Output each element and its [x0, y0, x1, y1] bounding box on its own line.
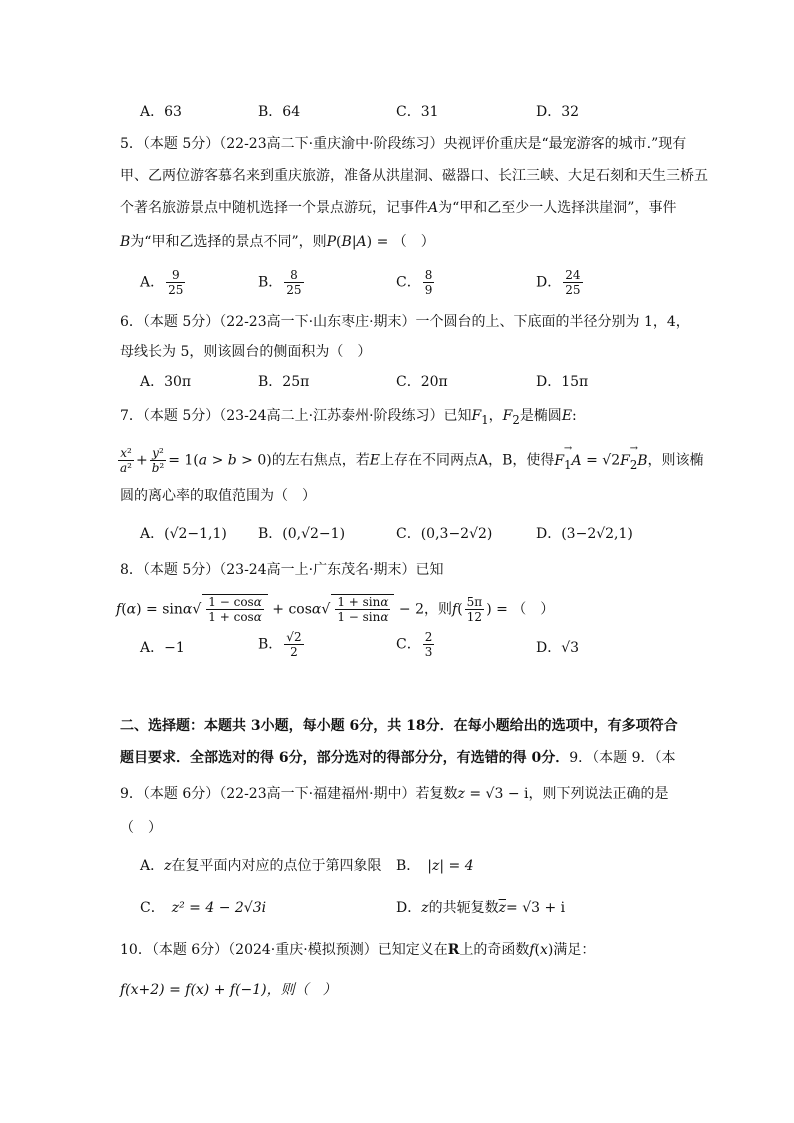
q9-option-b: B． |z| = 4 — [396, 858, 474, 874]
q10-line1: 10．（本题 6分）（2024·重庆·模拟预测）已知定义在R上的奇函数f(x)满足： — [120, 942, 596, 958]
section2-line1: 二、选择题：本题共 3小题，每小题 6分，共 18分．在每小题给出的选项中，有多项符合 — [120, 718, 678, 734]
q7-line1: 7．（本题 5分）（23-24高二上·江苏泰州·阶段练习）已知$F_1$，$F_2$是椭圆E: — [120, 408, 577, 427]
q7-line2: $\frac{\text{x²}}{\text{a²}}$ + $\frac{\text{y²}}{\text{b²}}$ = 1(a > b > 0)的左右焦点，若E上存在不同两点A，B，使得→ $F_1A = √2\to F_2B$，则该椭 — [116, 446, 704, 475]
q5-line1: 5．（本题 5分）（22-23高二下·重庆渝中·阶段练习）央视评价重庆是“最宠游客的城市.”现有 — [120, 136, 687, 152]
q8-option-a: A．−1 — [140, 640, 185, 656]
q9-option-c: C． z² = 4 − 2√3i — [140, 900, 267, 916]
q8-option-d: D．√3 — [536, 640, 580, 656]
q4-option-b: B．64 — [258, 104, 301, 120]
q7-option-d: D．(3−2√2,1) — [536, 526, 633, 542]
q6-line1: 6．（本题 5分）（22-23高一下·山东枣庄·期末）一个圆台的上、下底面的半径分别为 1，4， — [120, 314, 690, 330]
q4-option-d: D．32 — [536, 104, 580, 120]
q9-option-d: D．z的共轭复数$\overline{z}= √3 + i$ — [396, 900, 566, 916]
q8-line2: f(α) = sinα√ $\frac{1 - \cos\alpha}{1 + \cos\alpha}$ + cosα√ $\frac{1 + \sin\alpha}{1 - \sin\alpha}$ − 2，则f( $\frac{5\pi}{12}$ ) = （ ） — [116, 595, 555, 624]
q8-option-b: B． $\frac{√2}{2}$ — [258, 630, 302, 659]
q5-line3: 个著名旅游景点中随机选择一个景点游玩，记事件A为“甲和乙至少一人选择洪崖洞”，事件 — [120, 200, 677, 216]
q7-option-b: B．(0,√2−1) — [258, 526, 346, 542]
q6-option-d: D．15π — [536, 374, 589, 390]
q9-option-a: A．z在复平面内对应的点位于第四象限 — [140, 858, 382, 874]
q7-option-a: A．(√2−1,1) — [140, 526, 227, 542]
q7-option-c: C．(0,3−2√2) — [396, 526, 493, 542]
q6-option-a: A．30π — [140, 374, 192, 390]
q5-option-a: A． $\frac{9}{25}$ — [140, 268, 184, 297]
q5-option-c: C． $\frac{8}{9}$ — [396, 268, 433, 297]
q8-option-c: C． $\frac{2}{3}$ — [396, 630, 433, 659]
q9-line1: 9．（本题 6分）（22-23高一下·福建福州·期中）若复数z = √3 − i，则下列说法正确的是 — [120, 786, 669, 802]
q9-line2: （ ） — [120, 820, 162, 836]
q5-option-b: B． $\frac{8}{25}$ — [258, 268, 302, 297]
q5-line4: B为“甲和乙选择的景点不同”，则P(B|A) = （ ） — [120, 234, 435, 250]
q5-line2: 甲、乙两位游客慕名来到重庆旅游，准备从洪崖洞、磁器口、长江三峡、大足石刻和天生三桥五 — [120, 168, 708, 184]
q4-option-c: C．31 — [396, 104, 439, 120]
q7-line3: 圆的离心率的取值范围为（ ） — [120, 488, 316, 504]
section2-line2: 题目要求．全部选对的得 6分，部分选对的得部分分，有选错的得 0分．9．（本题 9．（本 — [120, 750, 676, 766]
q4-option-a: A．63 — [140, 104, 182, 120]
q5-option-d: D． $\frac{24}{25}$ — [536, 268, 581, 297]
q8-line1: 8．（本题 5分）（23-24高一上·广东茂名·期末）已知 — [120, 562, 444, 578]
q6-option-b: B．25π — [258, 374, 310, 390]
q6-line2: 母线长为 5，则该圆台的侧面积为（ ） — [120, 344, 372, 360]
q6-option-c: C．20π — [396, 374, 448, 390]
q10-line2: f(x+2) = f(x) + f(−1)，则（ ） — [120, 982, 337, 998]
